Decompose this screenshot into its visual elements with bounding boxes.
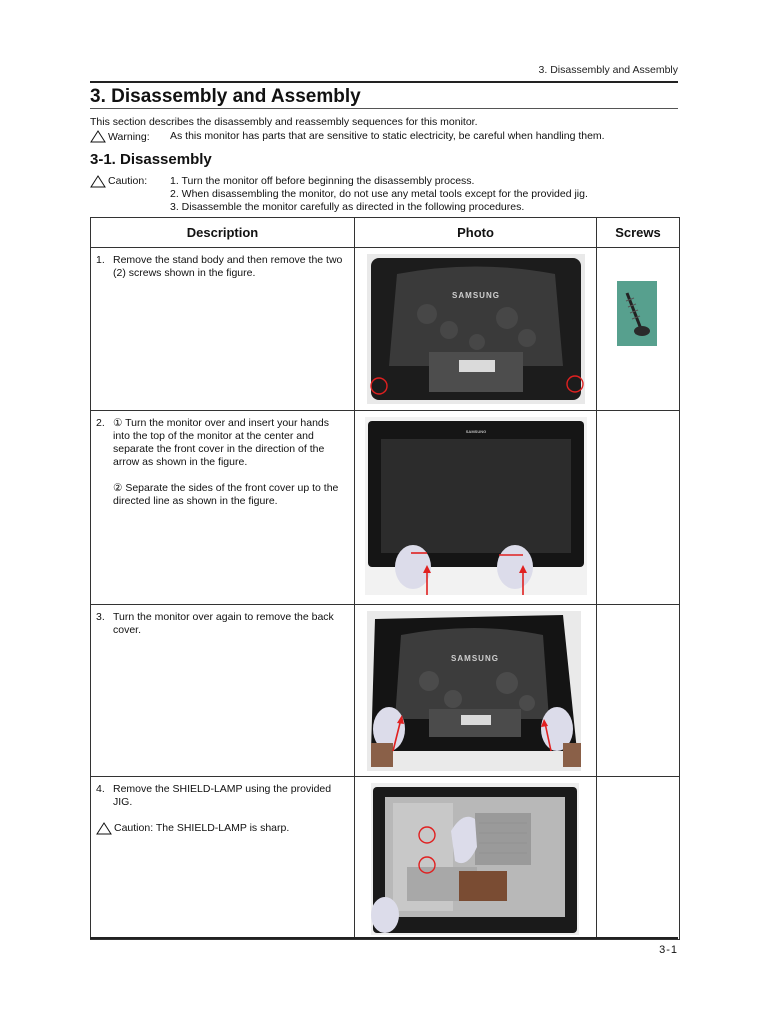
- section-title: 3. Disassembly and Assembly: [90, 86, 361, 107]
- step-description: [91, 777, 355, 940]
- step-photo-cell: [355, 605, 597, 777]
- front-cover-photo: [365, 417, 587, 595]
- section-title-rule: [90, 108, 678, 109]
- step-text: Remove the stand body and then remove the two (2) screws shown in the figure.: [113, 254, 343, 279]
- step-text: ② Separate the sides of the front cover up to the directed line as shown in the figure.: [113, 482, 339, 507]
- brand-logo: SAMSUNG: [451, 654, 499, 663]
- step-caution: [96, 822, 348, 835]
- step-screws-cell: [597, 248, 680, 411]
- subsection-title: 3-1. Disassembly: [90, 151, 212, 168]
- step-text: ① Turn the monitor over and insert your hands into the top of the monitor at the center and separate the front cover in the direction of the arrow as shown in the figure.: [113, 417, 330, 468]
- warning-text: As this monitor has parts that are sensitive to static electricity, be careful when handling them.: [170, 130, 605, 142]
- monitor-back-photo: [367, 254, 585, 404]
- table-row: [91, 605, 680, 777]
- column-header-description: Description: [91, 218, 355, 248]
- running-header: 3. Disassembly and Assembly: [538, 64, 678, 76]
- footer-rule: [90, 937, 678, 939]
- caution-item: 2. When disassembling the monitor, do not use any metal tools except for the provided jig.: [170, 188, 588, 200]
- step-number: 3.: [96, 611, 105, 623]
- brand-logo: SAMSUNG: [465, 429, 487, 434]
- step-screws-cell: [597, 411, 680, 605]
- step-description: [91, 248, 355, 411]
- step-text: Remove the SHIELD-LAMP using the provided JIG.: [113, 783, 332, 808]
- shield-lamp-photo: [371, 783, 579, 935]
- step-number: 4.: [96, 783, 105, 795]
- caution-note: [90, 175, 588, 214]
- section-intro: This section describes the disassembly and reassembly sequences for this monitor.: [90, 116, 478, 128]
- caution-item: 1. Turn the monitor off before beginning the disassembly process.: [170, 175, 475, 187]
- step-caution-text: Caution: The SHIELD-LAMP is sharp.: [114, 822, 290, 834]
- column-header-screws: Screws: [597, 218, 680, 248]
- column-header-photo: Photo: [355, 218, 597, 248]
- step-number: 1.: [96, 254, 105, 266]
- back-cover-photo: [367, 611, 581, 771]
- caution-item: 3. Disassemble the monitor carefully as directed in the following procedures.: [170, 201, 525, 213]
- caution-triangle-icon: [96, 822, 112, 835]
- caution-label: Caution:: [108, 175, 148, 187]
- page-number: 3-1: [659, 944, 678, 956]
- caution-list: [170, 175, 588, 214]
- table-row: [91, 411, 680, 605]
- warning-triangle-icon: [90, 130, 106, 143]
- brand-logo: SAMSUNG: [452, 291, 500, 300]
- disassembly-table: [90, 217, 680, 940]
- table-header-row: [91, 218, 680, 248]
- caution-triangle-icon: [90, 175, 106, 188]
- step-screws-cell: [597, 605, 680, 777]
- step-photo-cell: [355, 248, 597, 411]
- warning-label: Warning:: [108, 130, 150, 143]
- table-row: [91, 777, 680, 940]
- step-screws-cell: [597, 777, 680, 940]
- step-description: [91, 411, 355, 605]
- screw-photo: [617, 281, 657, 346]
- header-rule: [90, 81, 678, 83]
- step-number: 2.: [96, 417, 105, 429]
- table-row: [91, 248, 680, 411]
- step-photo-cell: [355, 411, 597, 605]
- step-text: Turn the monitor over again to remove the back cover.: [113, 611, 334, 636]
- step-photo-cell: [355, 777, 597, 940]
- step-description: [91, 605, 355, 777]
- warning-note: [90, 130, 605, 143]
